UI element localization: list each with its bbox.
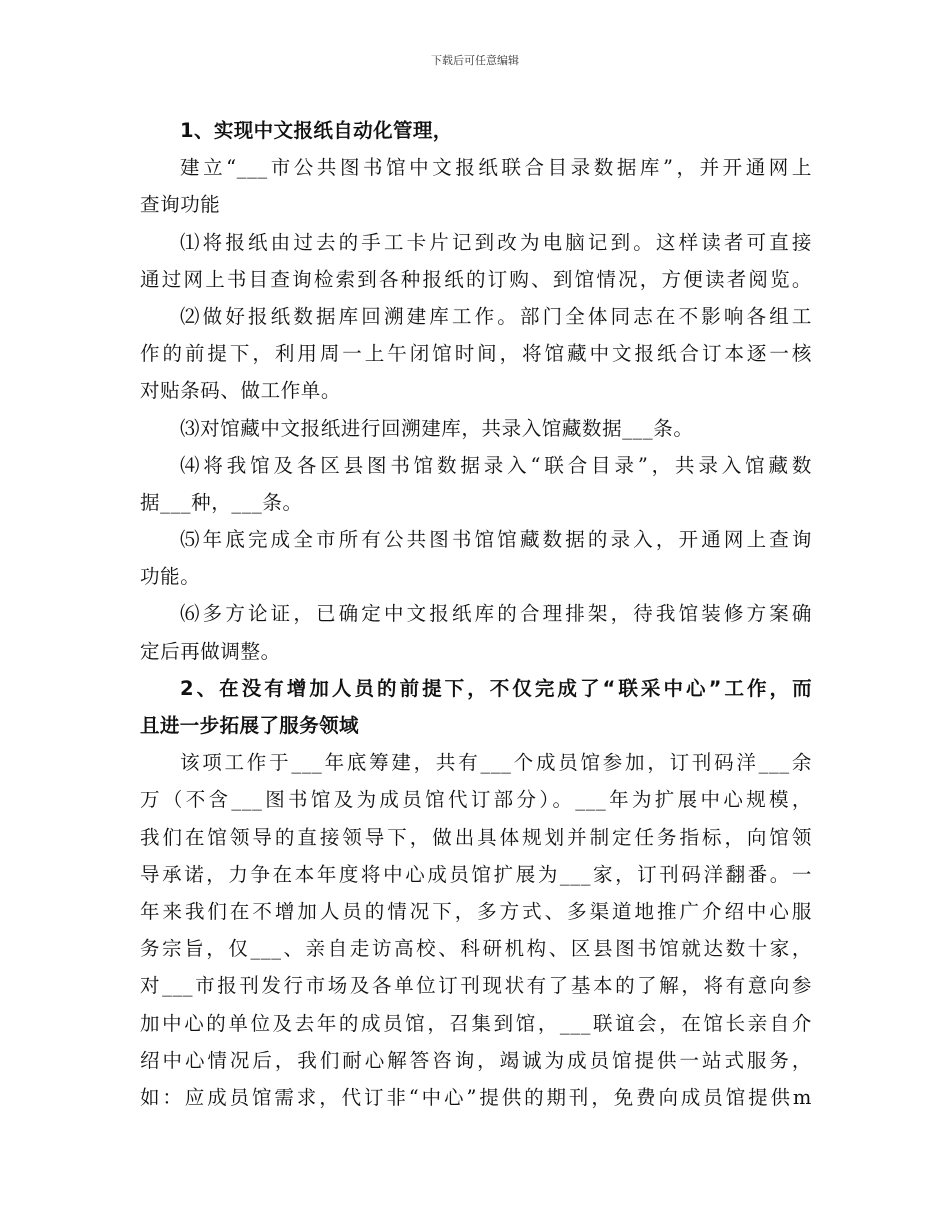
paragraph-line: ⑶对馆藏中文报纸进行回溯建库，共录入馆藏数据___条。 [180, 416, 694, 440]
paragraph-line: 务宗旨，仅___、亲自走访高校、科研机构、区县图书馆就达数十家， [140, 937, 812, 961]
paragraph-line: ⑵做好报纸数据库回溯建库工作。部门全体同志在不影响各组工 [180, 304, 812, 328]
paragraph-line: 万（不含___图书馆及为成员馆代订部分）。___年为扩展中心规模， [140, 788, 812, 812]
page-header-note: 下载后可任意编辑 [431, 54, 519, 67]
paragraph-line: ⑹多方论证，已确定中文报纸库的合理排架，待我馆装修方案确 [180, 602, 812, 626]
paragraph-line: 导承诺，力争在本年度将中心成员馆扩展为___家，订刊码洋翻番。一 [140, 862, 812, 886]
section-heading-line: 2、在没有增加人员的前提下，不仅完成了“联采中心”工作，而 [180, 676, 812, 700]
paragraph-line: 年来我们在不增加人员的情况下，多方式、多渠道地推广介绍中心服 [140, 899, 812, 923]
paragraph-line: ⑴将报纸由过去的手工卡片记到改为电脑记到。这样读者可直接 [180, 230, 812, 254]
paragraph-line: 该项工作于___年底筹建，共有___个成员馆参加，订刊码洋___余 [180, 751, 812, 775]
paragraph-line: 定后再做调整。 [140, 639, 281, 663]
paragraph-line: 如：应成员馆需求，代订非“中心”提供的期刊，免费向成员馆提供m [140, 1085, 812, 1109]
paragraph-line: 通过网上书目查询检索到各种报纸的订购、到馆情况，方便读者阅览。 [140, 267, 812, 291]
paragraph-line: 加中心的单位及去年的成员馆，召集到馆，___联谊会，在馆长亲自介 [140, 1011, 812, 1035]
paragraph-line: 据___种，___条。 [140, 490, 303, 514]
paragraph-line: 对贴条码、做工作单。 [140, 379, 342, 403]
paragraph-line: 功能。 [140, 565, 201, 589]
document-body [140, 112, 812, 1116]
paragraph-line: 对___市报刊发行市场及各单位订刊现状有了基本的了解，将有意向参 [140, 974, 812, 998]
section-heading-line: 且进一步拓展了服务领域 [140, 714, 359, 737]
paragraph-line: 查询功能 [140, 193, 221, 217]
paragraph-line: 我们在馆领导的直接领导下，做出具体规划并制定任务指标，向馆领 [140, 825, 812, 849]
paragraph-line: 作的前提下，利用周一上午闭馆时间，将馆藏中文报纸合订本逐一核 [140, 342, 812, 366]
paragraph-line: 绍中心情况后，我们耐心解答咨询，竭诚为成员馆提供一站式服务， [140, 1048, 812, 1072]
paragraph-line: ⑷将我馆及各区县图书馆数据录入“联合目录”，共录入馆藏数 [180, 453, 812, 477]
section-heading-line: 1、实现中文报纸自动化管理， [180, 119, 453, 142]
paragraph-line: 建立“___市公共图书馆中文报纸联合目录数据库”，并开通网上 [180, 156, 812, 180]
paragraph-line: ⑸年底完成全市所有公共图书馆馆藏数据的录入，开通网上查询 [180, 528, 812, 552]
